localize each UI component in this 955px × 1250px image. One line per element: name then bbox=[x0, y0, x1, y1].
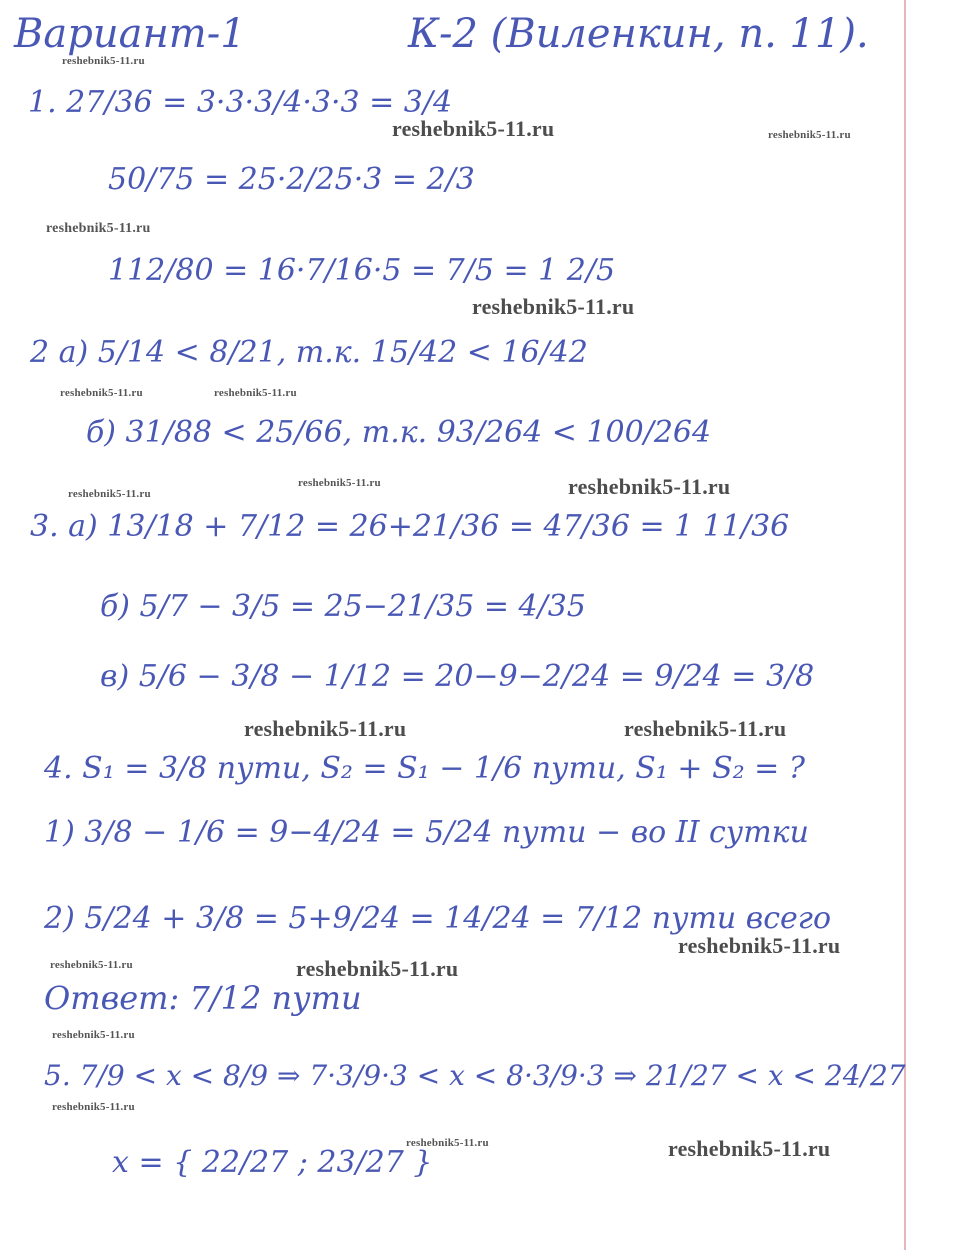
task-1-line-1: 1. 27/36 = 3·3·3/4·3·3 = 3/4 bbox=[28, 85, 453, 120]
watermark: reshebnik5-11.ru bbox=[46, 221, 151, 236]
watermark: reshebnik5-11.ru bbox=[568, 474, 731, 499]
work-title: К-2 (Виленкин, п. 11). bbox=[408, 11, 869, 57]
watermark: reshebnik5-11.ru bbox=[298, 477, 381, 489]
task-4-step-2: 2) 5/24 + 3/8 = 5+9/24 = 14/24 = 7/12 пути всего bbox=[44, 901, 832, 936]
watermark: reshebnik5-11.ru bbox=[244, 716, 407, 741]
task-3b: б) 5/7 − 3/5 = 25−21/35 = 4/35 bbox=[100, 589, 586, 624]
task-2b: б) 31/88 < 25/66, т.к. 93/264 < 100/264 bbox=[86, 415, 712, 450]
variant-title: Вариант-1 bbox=[14, 11, 246, 57]
watermark: reshebnik5-11.ru bbox=[68, 488, 151, 500]
watermark: reshebnik5-11.ru bbox=[52, 1101, 135, 1113]
watermark: reshebnik5-11.ru bbox=[52, 1029, 135, 1041]
task-4-step-1: 1) 3/8 − 1/6 = 9−4/24 = 5/24 пути − во II сутки bbox=[44, 815, 809, 850]
task-4-answer: Ответ: 7/12 пути bbox=[44, 979, 362, 1017]
watermark: reshebnik5-11.ru bbox=[296, 956, 459, 981]
watermark: reshebnik5-11.ru bbox=[678, 933, 841, 958]
watermark: reshebnik5-11.ru bbox=[472, 294, 635, 319]
watermark: reshebnik5-11.ru bbox=[50, 959, 133, 971]
task-5-answer: x = { 22/27 ; 23/27 } bbox=[112, 1145, 433, 1180]
watermark: reshebnik5-11.ru bbox=[668, 1136, 831, 1161]
watermark: reshebnik5-11.ru bbox=[406, 1137, 489, 1149]
watermark: reshebnik5-11.ru bbox=[392, 116, 555, 141]
task-2a: 2 а) 5/14 < 8/21, т.к. 15/42 < 16/42 bbox=[30, 335, 588, 370]
task-4-condition: 4. S₁ = 3/8 пути, S₂ = S₁ − 1/6 пути, S₁ + S₂ = ? bbox=[44, 751, 805, 786]
task-3a: 3. а) 13/18 + 7/12 = 26+21/36 = 47/36 = 1 11/36 bbox=[30, 509, 790, 544]
task-5: 5. 7/9 < x < 8/9 ⇒ 7·3/9·3 < x < 8·3/9·3 ⇒ 21/27 < x < 24/27 bbox=[44, 1059, 906, 1092]
watermark: reshebnik5-11.ru bbox=[62, 55, 145, 67]
watermark: reshebnik5-11.ru bbox=[214, 387, 297, 399]
task-1-line-2: 50/75 = 25·2/25·3 = 2/3 bbox=[108, 162, 475, 197]
task-1-line-3: 112/80 = 16·7/16·5 = 7/5 = 1 2/5 bbox=[108, 253, 616, 288]
watermark: reshebnik5-11.ru bbox=[768, 129, 851, 141]
watermark: reshebnik5-11.ru bbox=[60, 387, 143, 399]
watermark: reshebnik5-11.ru bbox=[624, 716, 787, 741]
task-3v: в) 5/6 − 3/8 − 1/12 = 20−9−2/24 = 9/24 = 3/8 bbox=[100, 659, 815, 694]
